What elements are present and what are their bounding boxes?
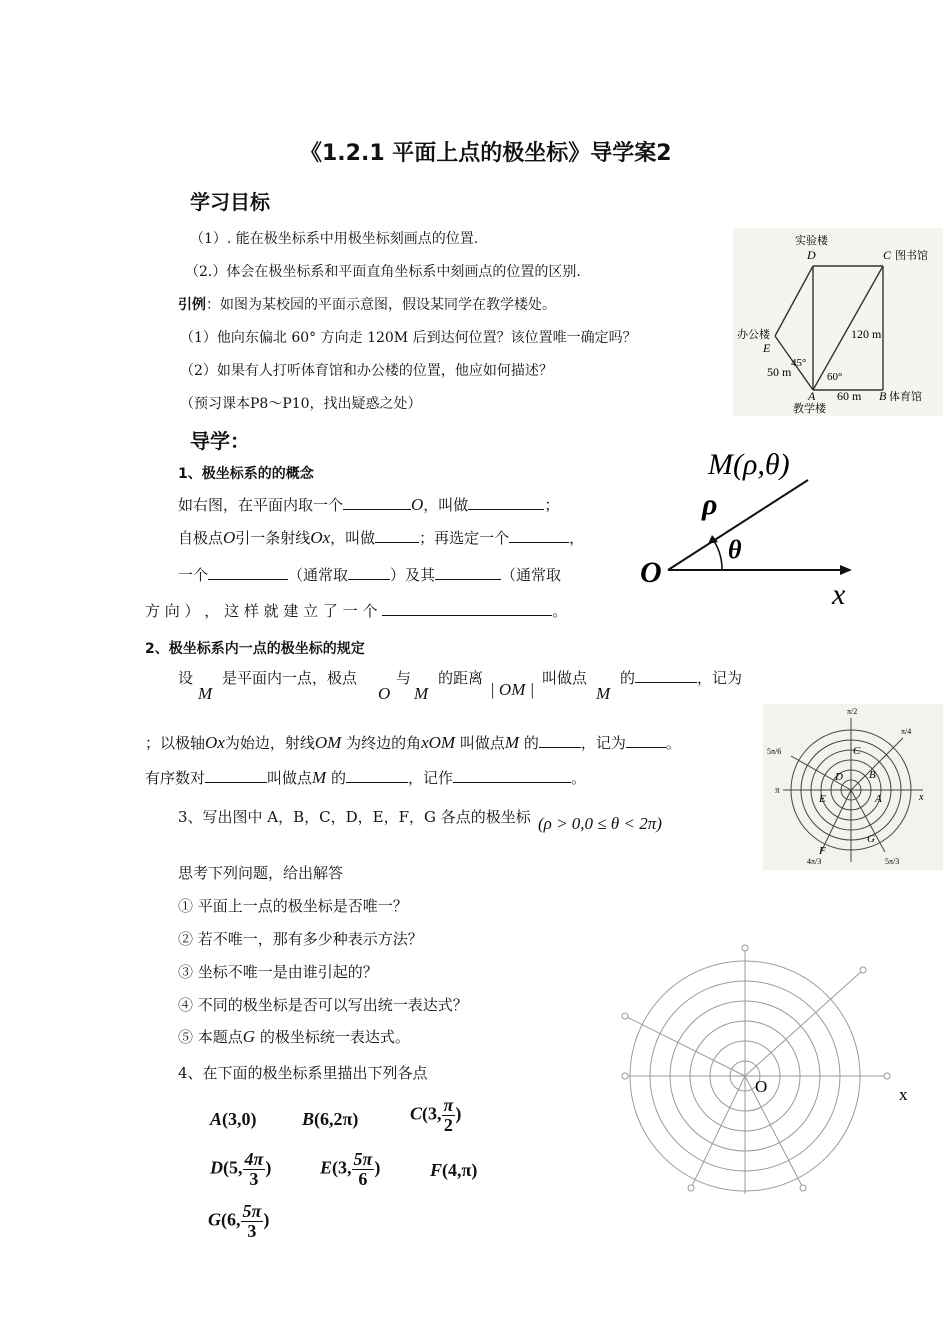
point-c-name: C [410, 1103, 423, 1124]
point-b-coord [302, 1109, 358, 1130]
s2-line3-text-e: 。 [571, 769, 587, 787]
point-f-coord [430, 1160, 477, 1181]
s1-line2-text-c: ，叫做 [330, 529, 376, 547]
point-d-pre: (5, [223, 1157, 243, 1178]
symbol-o: O [378, 684, 391, 703]
s2-line2-text-g: 。 [665, 734, 681, 752]
section-2-title: 2、极坐标系内一点的极坐标的规定 [145, 641, 365, 657]
blank [468, 495, 544, 510]
objective-1: （1）. 能在极坐标系中用极坐标刻画点的位置. [190, 231, 479, 247]
s2-line2-text-c: 为终边的角 [346, 734, 422, 752]
map-dist-120: 120 m [851, 327, 882, 341]
point-c-coord [410, 1096, 461, 1135]
point-b-name: B [302, 1109, 315, 1129]
grid-label-5pi3: 5π/3 [885, 857, 900, 866]
s2-line1-tail [620, 667, 742, 688]
point-g-fraction [241, 1202, 264, 1241]
blank-grid-ray [745, 970, 863, 1076]
point-c-fraction [442, 1096, 456, 1135]
blank [435, 565, 501, 580]
blank-grid-end-marker [860, 967, 866, 973]
s2-line3-text-a: 有序数对 [145, 769, 206, 787]
symbol-g: G [242, 1027, 256, 1046]
s1-line4-text: 方 向 ） ， 这 样 就 建 立 了 一 个 [145, 602, 378, 620]
blank [539, 733, 581, 748]
grid-point-b: B [869, 769, 876, 781]
grid-point-c: C [853, 745, 861, 757]
point-b-value: (6,2π) [314, 1109, 359, 1129]
point-d-denominator: 3 [249, 1168, 259, 1189]
blank-grid-x-label: x [899, 1085, 908, 1104]
blank-grid-end-marker [688, 1185, 694, 1191]
blank [348, 565, 390, 580]
question-1: （1）他向东偏北 60° 方向走 120M 后到达何位置？该位置唯一确定吗？ [180, 330, 637, 346]
symbol-m: M [414, 684, 429, 703]
grid-label-pi: π [775, 785, 780, 795]
think-2: ② 若不唯一，那有多少种表示方法？ [178, 930, 423, 948]
blank [346, 768, 408, 783]
s2-line2-text-b: 为始边，射线 [224, 734, 315, 752]
map-angle-45: 45° [791, 357, 807, 369]
point-c-denominator: 2 [443, 1114, 453, 1135]
polar-axis-arrow [840, 565, 852, 575]
blank [453, 768, 571, 783]
grid-label-pi4: π/4 [901, 727, 912, 736]
symbol-o: O [223, 528, 236, 547]
s1-line-4 [145, 600, 567, 621]
point-c-post: ) [455, 1103, 462, 1124]
blank [343, 495, 411, 510]
theta-arc [714, 541, 722, 570]
s2-line1-text-a: 设 [178, 669, 194, 687]
s3-range: (ρ > 0,0 ≤ θ < 2π) [538, 814, 662, 833]
s1-line3-text-b: （通常取 [288, 566, 349, 584]
pole-o-label: O [640, 556, 662, 589]
point-a-name: A [210, 1109, 223, 1129]
point-g-pre: (6, [221, 1209, 241, 1230]
point-e-post: ) [374, 1157, 381, 1178]
symbol-m: M [504, 733, 520, 752]
blank-polar-grid [615, 940, 945, 1200]
axis-x-label: x [832, 578, 846, 610]
map-point-e: E [763, 341, 771, 355]
intro-label: 引例 [178, 297, 206, 313]
s2-line1-text-b: 是平面内一点，极点 [222, 669, 358, 687]
s2-line2-text-a: ；以极轴 [145, 734, 206, 752]
map-teaching-label: 教学楼 [793, 403, 826, 415]
point-a-coord [210, 1109, 257, 1130]
point-d-coord [210, 1150, 271, 1189]
s2-line3-text-c: 的 [330, 769, 346, 787]
grid-label-top: π/2 [847, 707, 858, 716]
map-point-a: A [808, 389, 816, 403]
s1-line3-text-a: 一个 [178, 566, 209, 584]
blank-grid-end-marker [800, 1185, 806, 1191]
s1-line3-text-d: （通常取 [501, 566, 562, 584]
point-d-fraction [243, 1150, 266, 1189]
think-5-text-b: 的极坐标统一表达式。 [259, 1028, 410, 1046]
blank [626, 733, 666, 748]
grid-label-5pi6: 5π/6 [767, 747, 782, 756]
campus-map-figure [733, 228, 943, 416]
point-e-denominator: 6 [358, 1168, 368, 1189]
intro-text: ：如图为某校园的平面示意图，假设某同学在教学楼处。 [206, 297, 556, 313]
page-title: 《1.2.1 平面上点的极坐标》导学案2 [300, 141, 672, 166]
s1-line1-text-c: ； [544, 496, 560, 514]
point-d-post: ) [265, 1157, 272, 1178]
blank [208, 565, 288, 580]
blank [635, 668, 697, 683]
polar-grid-points-figure [763, 704, 943, 870]
s2-line3-text-d: ，记作 [408, 769, 454, 787]
point-m-label: M(ρ,θ) [708, 448, 790, 481]
s1-line2-text-a: 自极点 [178, 529, 224, 547]
section-1-title: 1、极坐标系的的概念 [178, 466, 314, 482]
blank [382, 601, 552, 616]
blank [205, 768, 267, 783]
grid-label-4pi3: 4π/3 [807, 857, 822, 866]
blank [375, 528, 419, 543]
map-point-c: C [883, 248, 892, 262]
abs-om: | OM | [490, 680, 535, 699]
s2-line2-text-d: 叫做点 [459, 734, 505, 752]
blank-grid-ray [691, 1076, 745, 1188]
grid-point-f: F [819, 845, 826, 857]
s1-line1-text-b: ，叫做 [423, 496, 469, 514]
grid-point-a: A [875, 793, 882, 805]
map-dist-60: 60 m [837, 389, 862, 403]
map-point-b: B [879, 389, 887, 403]
point-g-coord [208, 1202, 269, 1241]
blank-grid-end-marker [622, 1013, 628, 1019]
think-heading: 思考下列问题，给出解答 [178, 864, 344, 882]
s1-line2-text-d: ；再选定一个 [419, 529, 510, 547]
s2-line1-text-c: 与 [396, 669, 412, 687]
section-3-title: 3、写出图中 A，B，C，D，E，F，G 各点的极坐标 [178, 808, 531, 826]
s2-line2-text-f: ，记为 [580, 734, 626, 752]
s2-line1-text-f: 的 [620, 669, 636, 687]
blank-grid-end-marker [622, 1073, 628, 1079]
map-angle-60: 60° [827, 371, 843, 383]
symbol-m: M [312, 768, 327, 787]
s1-line2-text-b: 引一条射线 [235, 529, 311, 547]
s2-line2-text-e: 的 [523, 734, 539, 752]
point-g-post: ) [263, 1209, 270, 1230]
blank-grid-end-marker [884, 1073, 890, 1079]
s2-line1-text-d: 的距离 [438, 669, 484, 687]
point-d-name: D [210, 1157, 223, 1178]
s2-line-2 [145, 732, 681, 753]
grid-background [763, 704, 943, 870]
question-2: （2）如果有人打听体育馆和办公楼的位置，他应如何描述？ [180, 363, 553, 379]
symbol-o: O [411, 495, 424, 514]
blank [509, 528, 569, 543]
map-gym-label: 体育馆 [889, 391, 922, 403]
symbol-ox: Ox [310, 528, 331, 547]
map-office-label: 办公楼 [737, 329, 770, 341]
map-lab-label: 实验楼 [795, 235, 828, 247]
point-d-numerator: 4π [244, 1149, 264, 1169]
preview-note: （预习课本P8～P10，找出疑惑之处） [180, 396, 422, 412]
point-a-value: (3,0) [222, 1109, 257, 1129]
point-e-fraction [352, 1150, 375, 1189]
think-5-text-a: ⑤ 本题点 [178, 1028, 243, 1046]
think-1: ① 平面上一点的极坐标是否唯一？ [178, 897, 408, 915]
objective-2: （2.）体会在极坐标系和平面直角坐标系中刻画点的位置的区别. [185, 264, 581, 280]
think-5 [178, 1026, 410, 1047]
s1-line-2 [178, 527, 584, 548]
objectives-heading: 学习目标 [190, 190, 270, 214]
point-g-denominator: 3 [247, 1220, 257, 1241]
s2-line1-text-e: 叫做点 [542, 669, 588, 687]
point-c-numerator: π [443, 1095, 454, 1115]
s1-line2-text-e: ， [569, 529, 585, 547]
rho-label: ρ [702, 488, 718, 521]
point-e-numerator: 5π [353, 1149, 373, 1169]
map-point-d: D [807, 248, 816, 262]
s2-line-3 [145, 767, 586, 788]
section-4-title: 4、在下面的极坐标系里描出下列各点 [178, 1064, 428, 1082]
point-e-name: E [320, 1157, 333, 1178]
symbol-m: M [198, 684, 213, 703]
s1-line-3 [178, 564, 561, 585]
symbol-xom: xOM [421, 733, 456, 752]
s1-line3-text-c: ）及其 [390, 566, 436, 584]
point-e-coord [320, 1150, 380, 1189]
symbol-m: M [596, 684, 611, 703]
think-4: ④ 不同的极坐标是否可以写出统一表达式？ [178, 996, 468, 1014]
map-library-label: 图书馆 [895, 250, 928, 262]
point-e-pre: (3, [332, 1157, 352, 1178]
blank-grid-end-marker [742, 945, 748, 951]
intro-line [178, 294, 556, 314]
s2-line1-text-g: ，记为 [697, 669, 743, 687]
map-dist-50: 50 m [767, 365, 792, 379]
point-f-value: (4,π) [442, 1160, 478, 1180]
point-c-pre: (3, [422, 1103, 442, 1124]
symbol-om: OM [314, 733, 342, 752]
s2-line3-text-b: 叫做点 [267, 769, 313, 787]
theta-label: θ [728, 535, 742, 564]
grid-label-x: x [919, 792, 924, 803]
point-f-name: F [430, 1160, 443, 1180]
grid-point-d: D [835, 771, 843, 783]
think-3: ③ 坐标不唯一是由谁引起的？ [178, 963, 378, 981]
grid-point-g: G [867, 833, 875, 845]
s1-line4-end: 。 [552, 602, 568, 620]
grid-point-e: E [819, 793, 826, 805]
point-g-name: G [208, 1209, 221, 1230]
guide-heading: 导学： [190, 429, 250, 453]
s1-line1-text-a: 如右图，在平面内取一个 [178, 496, 344, 514]
s1-line-1 [178, 494, 559, 515]
polar-coordinate-figure [640, 438, 870, 610]
point-g-numerator: 5π [242, 1201, 262, 1221]
blank-grid-pole-label: O [755, 1077, 768, 1096]
symbol-ox: Ox [205, 733, 225, 752]
